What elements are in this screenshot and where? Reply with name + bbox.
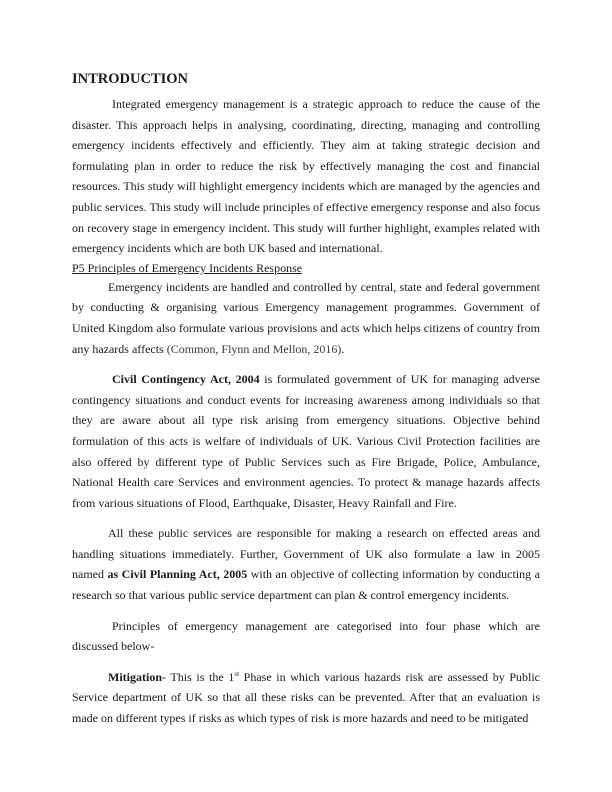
paragraph-text: Emergency incidents are handled and controlled by central, state and federal government by conducting & organising various Emergency management programmes. Government of United Kingdom also formulate various provisions and acts which helps citizens of country from any hazards affects [72,279,540,356]
paragraph-text: - This is the 1 [162,669,235,684]
paragraph-principles: Principles of emergency management are categorised into four phase which are discussed below- [72,618,540,654]
paragraph-text: Phase in which various hazards risk are assessed by Public Service department of UK so that all these risks can be prevented. After that an evaluation is made on different types if risks as which types of risk is more hazards and need to be mitigated [72,669,541,726]
superscript: st [234,669,240,678]
paragraph-text: with an objective of collecting information by conducting a research so that various public service department can plan & control emergency incidents. [72,567,540,603]
paragraph-public-services [72,523,540,605]
bold-term: Civil Contingency Act, 2004 [112,372,260,387]
page-heading: INTRODUCTION [72,71,189,87]
bold-term: Mitigation [108,669,162,684]
paragraph-mitigation [72,667,540,729]
paragraph-text: All these public services are responsible for making a research on effected areas and handling situations immediately. Further, Government of UK also formulate a law in 2005 named [72,526,540,582]
paragraph-emergency-incidents [72,277,540,359]
citation: (Common, Flynn and Mellon, 2016) [166,341,342,356]
paragraph-text: is formulated government of UK for managing adverse contingency situations and conduct events for increasing awareness among individuals so that they are aware about all type risk arising from emergency situations. Objective behind formulation of this acts is welfare of individuals of UK. Various Civil Protection facilities are also offered by different type of Public Services such as Fire Brigade, Police, Ambulance, National Health care Services and environment agencies. To protect & manage hazards affects from various situations of Flood, Earthquake, Disaster, Heavy Rainfall and Fire. [72,372,540,510]
paragraph-civil-contingency [72,369,540,513]
intro-paragraph: Integrated emergency management is a strategic approach to reduce the cause of the disaster. This approach helps in analysing, coordinating, directing, managing and controlling emergency incidents effectively and efficiently. They aim at taking strategic decision and formulating plan in order to reduce the risk by effectively managing the cost and financial resources. This study will highlight emergency incidents which are managed by the agencies and public services. This study will include principles of effective emergency response and also focus on recovery stage in emergency incident. This study will further highlight, examples related with emergency incidents which are both UK based and international. [72,97,540,256]
section-subheading: P5 Principles of Emergency Incidents Response [72,260,303,275]
paragraph-end: . [341,341,345,356]
bold-term: as Civil Planning Act, 2005 [107,567,248,582]
